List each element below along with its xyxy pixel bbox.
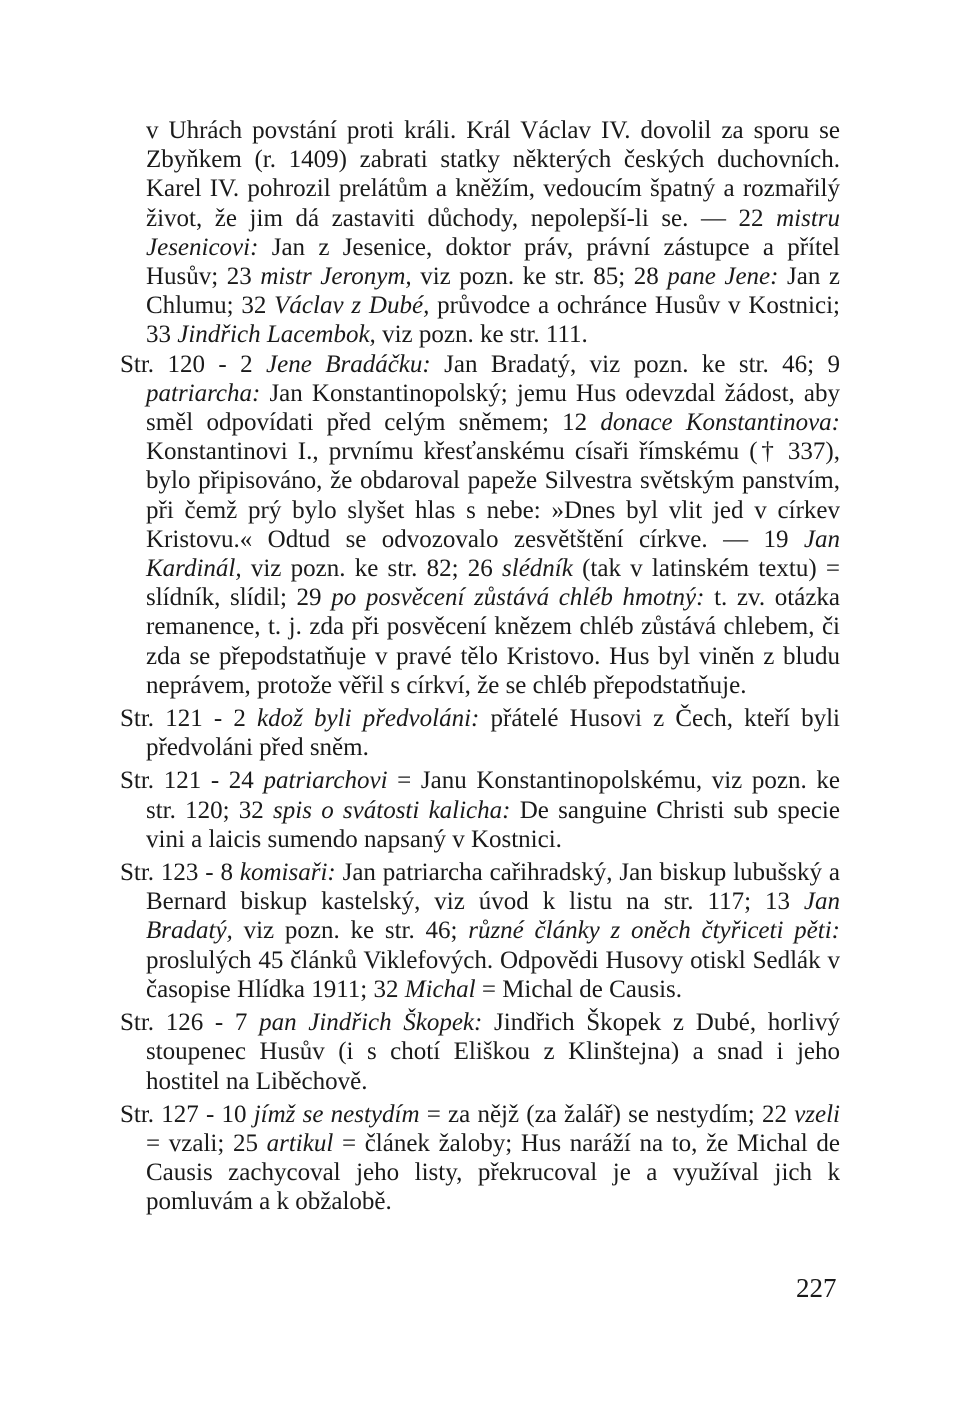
note-text: = Michal de Causis. — [475, 975, 683, 1003]
note-text: viz pozn. ke str. 46; — [232, 917, 469, 945]
italic-term: slédník — [502, 555, 573, 583]
note-text: přátelé Husovi z Čech, kteří byli předvoláni před sněm. — [146, 705, 841, 762]
note-text: viz pozn. ke str. 82; 26 — [241, 555, 503, 583]
italic-term: donace Konstantinova: — [600, 409, 840, 437]
italic-term: Václav z Dubé, — [274, 292, 430, 320]
italic-term: Jene Bradáčku: — [266, 350, 431, 378]
italic-term: komisaři: — [239, 859, 336, 887]
italic-term: pane Jene: — [667, 263, 779, 291]
note-text: Konstantinovi I., prvnímu křesťanskému císaři římskému († 337), bylo připisováno, že obdaroval papeže Silvestra světským panstvím, při čemž prý bylo slyšet hlas s nebe: »Dnes byl vlit jed v církev Kristovu.« Odtud se odvozovalo zesvětštění církve. — 19 — [146, 438, 840, 553]
note-text: proslulých 45 článků Viklefových. Odpovědi Husovy otiskl Sedlák v časopise Hlídka 1911; 32 — [146, 946, 840, 1003]
italic-term: pan Jindřich Škopek: — [259, 1009, 483, 1037]
italic-term: po posvěcení zůstává chléb hmotný: — [331, 584, 705, 612]
note-text: průvodce a ochránce Husův v Kostnici; 33 — [146, 292, 840, 349]
note-text: t. zv. otázka remanence, t. j. zda při posvěcení knězem chléb zůstává chlebem, či zda se přepodstatňuje v pravé tělo Kristovo. Hus byl viněn z bludu neprávem, protože věřil s církví, že se chléb přepodstatňuje. — [146, 584, 841, 699]
note-text: Str. 127 - 10 — [120, 1100, 254, 1128]
italic-term: Jindřich Lacembok, — [177, 321, 376, 349]
note-entry — [120, 1100, 841, 1217]
note-text: = Janu Konstantinopolskému, viz pozn. ke str. 120; 32 — [146, 767, 841, 824]
note-text: v Uhrách povstání proti králi. Král Václav IV. dovolil za sporu se Zbyňkem (r. 1409) zabrati statky některých českých duchovních. Karel IV. pohrozil prelátům a kněžím, vedoucím špatný a rozmařilý život, že jim dá zastaviti důchody, nepolepší-li se. — 22 — [146, 117, 840, 232]
italic-term: patriarchovi — [263, 767, 388, 795]
notes-text — [120, 116, 841, 1221]
note-text: Jan z Chlumu; 32 — [146, 263, 840, 320]
italic-term: spis o svátosti kalicha: — [273, 796, 511, 824]
note-entry — [120, 704, 841, 762]
note-text: = za nějž (za žalář) se nestydím; 22 — [419, 1100, 795, 1128]
italic-term: artikul — [266, 1129, 334, 1157]
note-text: Str. 121 - 24 — [120, 767, 264, 795]
page-number: 227 — [796, 1273, 837, 1303]
italic-term: Jan Kardinál, — [146, 525, 840, 583]
italic-term: patriarcha: — [146, 379, 261, 407]
note-text: = článek žaloby; Hus naráží na to, že Michal de Causis zachycoval jeho listy, překrucoval je a využíval jich k pomluvám a k obžalobě. — [146, 1129, 840, 1216]
italic-term: Jan Bradatý, — [146, 888, 840, 945]
note-text: Jan z Jesenice, doktor práv, právní zástupce a přítel Husův; 23 — [146, 233, 840, 291]
note-text: = vzali; 25 — [146, 1129, 267, 1157]
italic-term: různé články z oněch čtyřiceti pěti: — [468, 917, 840, 945]
note-text: viz pozn. ke str. 111. — [375, 321, 588, 349]
note-entry — [120, 1008, 840, 1096]
note-text: Str. 120 - 2 — [120, 350, 267, 378]
note-text: Str. 126 - 7 — [120, 1009, 260, 1037]
italic-term: mistru Jesenicovi: — [146, 204, 840, 261]
note-text: viz pozn. ke str. 85; 28 — [411, 263, 668, 291]
note-text: Str. 123 - 8 — [120, 859, 240, 887]
note-text: Jan patriarcha cařihradský, Jan biskup lubušský a Bernard biskup kastelský, viz úvod k listu na str. 117; 13 — [146, 859, 840, 916]
italic-term: jímž se nestydím — [253, 1100, 420, 1128]
note-entry — [120, 766, 841, 854]
note-text: De sanguine Christi sub specie vini a laicis sumendo napsaný v Kostnici. — [146, 796, 840, 853]
note-text: Str. 121 - 2 — [120, 705, 258, 733]
note-text: Jan Konstantinopolský; jemu Hus odevzdal žádost, aby směl odpovídati před celým sněmem; 12 — [146, 379, 840, 437]
note-entry — [146, 116, 840, 350]
italic-term: kdož byli předvoláni: — [257, 705, 480, 733]
note-text: (tak v latinském textu) = slídník, slídil; 29 — [146, 555, 840, 612]
note-text: Jindřich Škopek z Dubé, horlivý stoupenec Husův (i s chotí Eliškou z Klinštejna) a snad i jeho hostitel na Liběchově. — [146, 1009, 840, 1095]
italic-term: vzeli — [794, 1100, 841, 1128]
note-text: Jan Bradatý, viz pozn. ke str. 46; 9 — [430, 350, 841, 378]
note-entry — [120, 350, 841, 700]
italic-term: Michal — [404, 975, 476, 1003]
note-entry — [120, 858, 840, 1004]
italic-term: mistr Jeronym, — [260, 263, 412, 291]
